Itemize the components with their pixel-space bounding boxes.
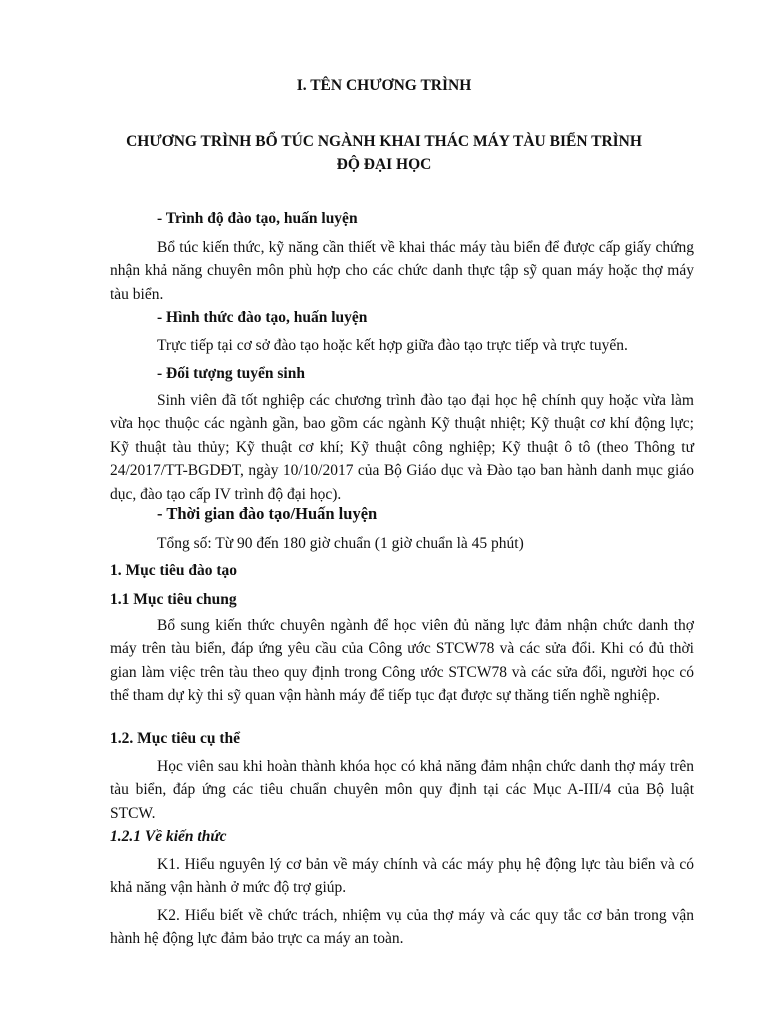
general-objective-heading: 1.1 Mục tiêu chung bbox=[110, 591, 237, 608]
enrollment-target-paragraph: Sinh viên đã tốt nghiệp các chương trình đào tạo đại học hệ chính quy hoặc vừa làm vừa học thuộc các ngành gần, bao gồm các ngành Kỹ thuật nhiệt; Kỹ thuật cơ khí động lực; Kỹ thuật tàu thủy; Kỹ thuật cơ khí; Kỹ thuật công nghiệp; Kỹ thuật ô tô (theo Thông tư 24/2017/TT-BGDĐT, ngày 10/10/2017 của Bộ Giáo dục và Đào tạo ban hành danh mục giáo dục, đào tạo cấp IV trình độ đại học). bbox=[110, 392, 694, 503]
section-title: I. TÊN CHƯƠNG TRÌNH bbox=[296, 77, 472, 94]
knowledge-heading: 1.2.1 Về kiến thức bbox=[110, 828, 227, 845]
duration-heading: - Thời gian đào tạo/Huấn luyện bbox=[157, 504, 378, 523]
objectives-heading: 1. Mục tiêu đào tạo bbox=[110, 562, 238, 579]
specific-objective-heading: 1.2. Mục tiêu cụ thể bbox=[110, 730, 241, 747]
training-form-paragraph: Trực tiếp tại cơ sở đào tạo hoặc kết hợp giữa đào tạo trực tiếp và trực tuyến. bbox=[157, 337, 628, 354]
enrollment-target-heading: - Đối tượng tuyển sinh bbox=[157, 365, 305, 382]
general-objective-paragraph: Bổ sung kiến thức chuyên ngành để học viên đủ năng lực đảm nhận chức danh thợ máy trên tàu biển, đáp ứng yêu cầu của Công ước STCW78 và các sửa đổi. Khi có đủ thời gian làm việc trên tàu theo quy định trong Công ước STCW78 và các sửa đổi, người học có thể tham dự kỳ thi sỹ quan vận hành máy để tiếp tục đạt được sự thăng tiến nghề nghiệp. bbox=[110, 617, 694, 705]
training-level-paragraph: Bổ túc kiến thức, kỹ năng cần thiết về khai thác máy tàu biển để được cấp giấy chứng nhận khả năng chuyên môn phù hợp cho các chức danh thực tập sỹ quan máy hoặc thợ máy tàu biển. bbox=[110, 239, 694, 303]
training-form-heading: - Hình thức đào tạo, huấn luyện bbox=[157, 309, 368, 326]
training-level-heading: - Trình độ đào tạo, huấn luyện bbox=[157, 210, 358, 227]
knowledge-k2-paragraph: K2. Hiểu biết về chức trách, nhiệm vụ của thợ máy và các quy tắc cơ bản trong vận hành hệ động lực đảm bảo trực ca máy an toàn. bbox=[110, 907, 694, 948]
specific-objective-paragraph: Học viên sau khi hoàn thành khóa học có khả năng đảm nhận chức danh thợ máy trên tàu biển, đáp ứng các tiêu chuẩn chuyên môn quy định tại các Mục A-III/4 của Bộ luật STCW. bbox=[110, 758, 694, 822]
program-name-line-2: ĐỘ ĐẠI HỌC bbox=[336, 156, 432, 173]
knowledge-k1-paragraph: K1. Hiểu nguyên lý cơ bản về máy chính và các máy phụ hệ động lực tàu biển và có khả năng vận hành ở mức độ trợ giúp. bbox=[110, 856, 694, 897]
program-name-line-1: CHƯƠNG TRÌNH BỔ TÚC NGÀNH KHAI THÁC MÁY TÀU BIỂN TRÌNH bbox=[126, 133, 642, 150]
duration-paragraph: Tổng số: Từ 90 đến 180 giờ chuẩn (1 giờ chuẩn là 45 phút) bbox=[157, 535, 524, 552]
